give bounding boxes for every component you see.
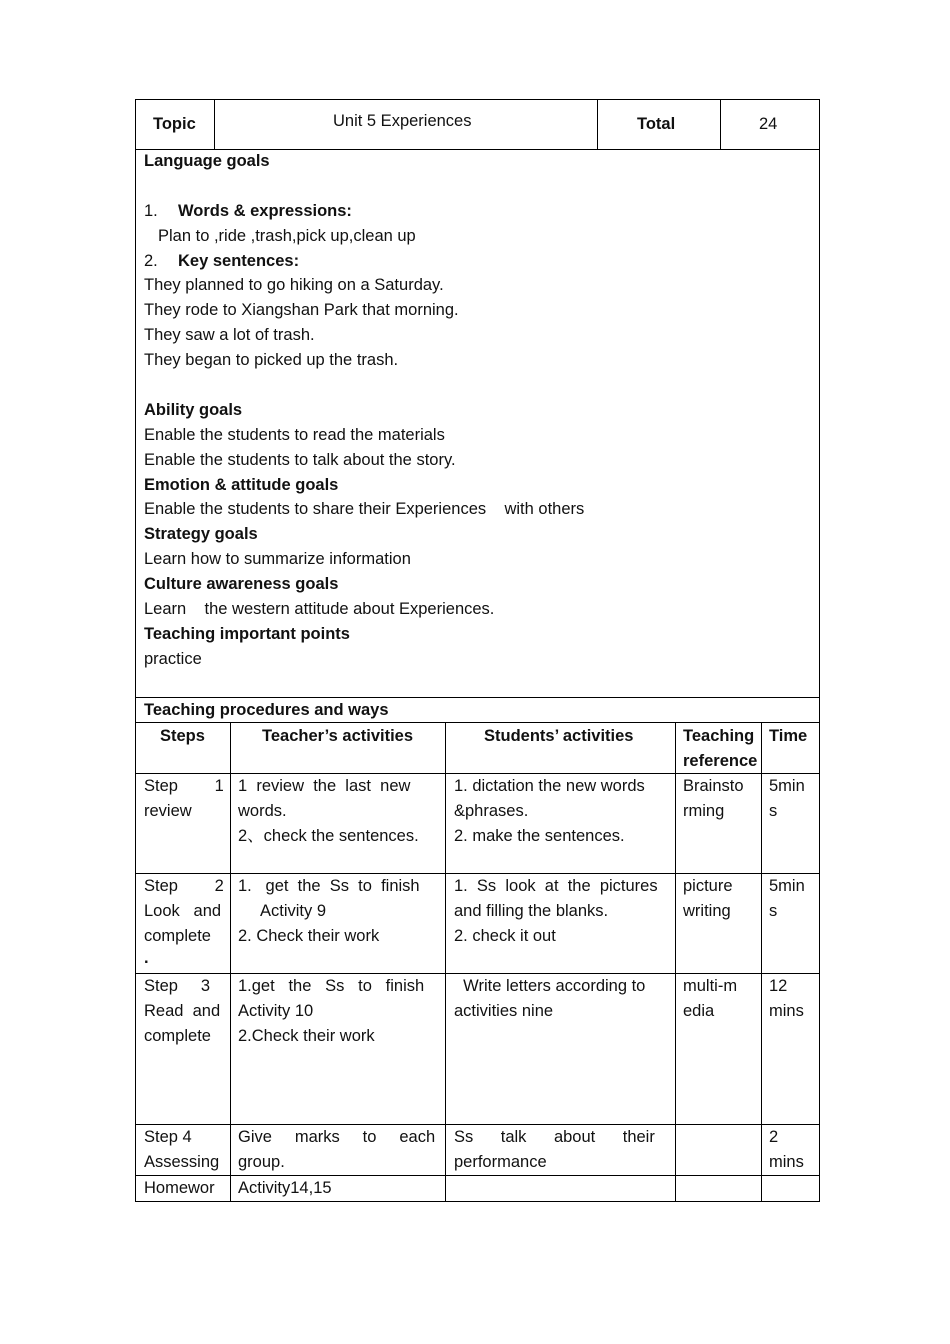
language-goals-heading: Language goals [144,152,270,170]
step-cell: review [144,802,192,820]
students-cell: performance [454,1153,547,1171]
table-border [720,99,721,149]
teacher-cell: 1 review the last new [238,777,411,795]
column-header-steps: Steps [160,727,205,745]
words-expressions-heading: Words & expressions: [178,202,352,220]
culture-goal-line: Learn the western attitude about Experiences. [144,600,495,618]
ability-goal-line: Enable the students to talk about the story. [144,451,456,469]
key-sentences-heading: Key sentences: [178,252,300,270]
reference-cell: multi-m [683,977,738,995]
ability-goal-line: Enable the students to read the materials [144,426,445,444]
column-header-students: Students’ activities [484,727,634,745]
step-cell: Step 2 [144,877,224,895]
table-border [214,99,215,149]
important-points-line: practice [144,650,202,668]
strategy-goals-heading: Strategy goals [144,525,258,543]
step-cell: . [144,949,149,967]
teacher-cell: 2. Check their work [238,927,380,945]
teacher-cell: 1.get the Ss to finish [238,977,425,995]
time-cell: mins [769,1002,804,1020]
total-label: Total [637,115,676,133]
students-cell: &phrases. [454,802,529,820]
students-cell: 2. check it out [454,927,556,945]
reference-cell: writing [683,902,731,920]
table-border [135,1201,820,1202]
key-sentence: They rode to Xiangshan Park that morning. [144,301,459,319]
topic-label: Topic [153,115,196,133]
table-border [230,722,231,1202]
reference-cell: rming [683,802,725,820]
emotion-goal-line: Enable the students to share their Experiences with others [144,500,585,518]
students-cell: and filling the blanks. [454,902,609,920]
key-sentence: They planned to go hiking on a Saturday. [144,276,444,294]
teacher-cell: Give marks to each [238,1128,436,1146]
column-header-reference: Teaching [683,727,755,745]
column-header-time: Time [769,727,808,745]
table-border [135,99,136,1202]
column-header-teacher: Teacher’s activities [262,727,414,745]
strategy-goal-line: Learn how to summarize information [144,550,411,568]
reference-cell: Brainsto [683,777,744,795]
table-border [597,99,598,149]
teacher-cell: group. [238,1153,285,1171]
table-border [819,99,820,1202]
time-cell: s [769,902,778,920]
step-cell: Homewor [144,1179,215,1197]
step-cell: complete [144,927,211,945]
students-cell: activities nine [454,1002,554,1020]
table-border [135,99,820,100]
teacher-cell: Activity 10 [238,1002,314,1020]
column-header-reference: reference [683,752,758,770]
step-cell: Assessing [144,1153,220,1171]
reference-cell: edia [683,1002,715,1020]
item1-number: 1. [144,202,158,220]
table-border [761,722,762,1202]
step-cell: Look and [144,902,222,920]
step-cell: complete [144,1027,211,1045]
teacher-cell: Activity14,15 [238,1179,332,1197]
table-border [675,722,676,1202]
key-sentence: They began to picked up the trash. [144,351,399,369]
time-cell: 12 [769,977,788,995]
time-cell: s [769,802,778,820]
procedures-heading: Teaching procedures and ways [144,701,389,719]
teacher-cell: 1. get the Ss to finish [238,877,420,895]
words-expressions-text: Plan to ,ride ,trash,pick up,clean up [158,227,416,245]
step-cell: Step 1 [144,777,224,795]
teacher-cell: words. [238,802,287,820]
important-points-heading: Teaching important points [144,625,350,643]
step-cell: Step 4 [144,1128,192,1146]
students-cell: Ss talk about their [454,1128,655,1146]
step-cell: Step 3 [144,977,211,995]
topic-value: Unit 5 Experiences [333,112,472,130]
table-border [445,722,446,1202]
step-cell: Read and [144,1002,221,1020]
students-cell: 1. Ss look at the pictures [454,877,658,895]
table-border [135,722,820,723]
time-cell: 5min [769,877,805,895]
time-cell: mins [769,1153,804,1171]
total-value: 24 [759,115,778,133]
emotion-goals-heading: Emotion & attitude goals [144,476,339,494]
teacher-cell: Activity 9 [238,902,327,920]
students-cell: 1. dictation the new words [454,777,645,795]
students-cell: Write letters according to [454,977,646,995]
teacher-cell: 2.Check their work [238,1027,375,1045]
students-cell: 2. make the sentences. [454,827,625,845]
time-cell: 2 [769,1128,779,1146]
teacher-cell: 2、check the sentences. [238,827,419,845]
time-cell: 5min [769,777,805,795]
ability-goals-heading: Ability goals [144,401,243,419]
culture-goals-heading: Culture awareness goals [144,575,339,593]
reference-cell: picture [683,877,733,895]
key-sentence: They saw a lot of trash. [144,326,315,344]
item2-number: 2. [144,252,158,270]
